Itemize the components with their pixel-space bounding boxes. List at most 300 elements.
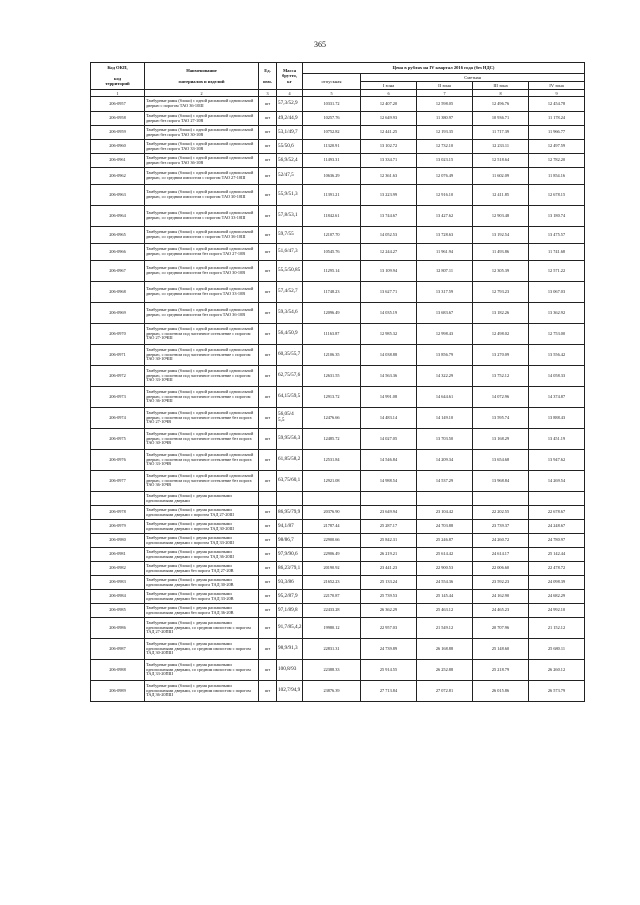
zone-3-price-cell: 25 148.60 xyxy=(473,639,529,660)
item-name-cell: Тамбурные рамы (блоки) с одной распашной однопольной дверью, со средним импостом с порогом ТАО 33-10Ш xyxy=(145,206,259,227)
zone-4-price-cell: 12 454.78 xyxy=(529,97,585,112)
zone-3-price-cell: 24 162.90 xyxy=(473,590,529,604)
table-row xyxy=(91,154,585,168)
item-name-cell: Тамбурные рамы (блоки) с двумя распашными однопольными дверьми без порога ТАД 27-20В xyxy=(145,562,259,576)
zone-3-price-cell: 22 202.55 xyxy=(473,506,529,520)
okp-code-cell: 206-0966 xyxy=(91,244,145,261)
item-name-cell: Тамбурные рамы (блоки) с двумя распашными однопольными дверьми, со средним импостом с порогом ТАД 36-20ПШ xyxy=(145,681,259,702)
supply-price-cell: 12913.72 xyxy=(303,387,361,408)
price-table xyxy=(90,62,585,702)
zone-3-price-cell: 23 592.23 xyxy=(473,576,529,590)
zone-3-price-cell: 11 717.39 xyxy=(473,126,529,140)
item-name-cell: Тамбурные рамы (блоки) с одной распашной однопольной дверью, со средним импостом без порога ТАО 33-10В xyxy=(145,282,259,303)
zone-1-price-cell: 25 739.53 xyxy=(361,590,417,604)
supply-price-cell: 12106.35 xyxy=(303,345,361,366)
zone-1-price-cell: 14 035.19 xyxy=(361,303,417,324)
zone-4-price-cell: 11 178.24 xyxy=(529,112,585,126)
zone-1-price-cell: 25 133.24 xyxy=(361,576,417,590)
supply-price-cell: 22900.66 xyxy=(303,534,361,548)
mass-cell: 51,6/47,3 xyxy=(277,244,303,261)
table-row xyxy=(91,681,585,702)
zone-2-price-cell: 12 598.05 xyxy=(417,97,473,112)
unit-cell: шт xyxy=(259,282,277,303)
col-name-header: Наименование материалов и изделий xyxy=(145,63,259,90)
zone-1-price-cell: 14 563.36 xyxy=(361,366,417,387)
item-name-cell: Тамбурные рамы (блоки) с одной распашной однопольной дверью с порогом ТАО 36-10Ш xyxy=(145,97,259,112)
unit-cell: шт xyxy=(259,387,277,408)
zone-1-price-cell: 12 361.63 xyxy=(361,168,417,185)
okp-code-cell: 206-0988 xyxy=(91,660,145,681)
unit-cell: шт xyxy=(259,562,277,576)
col-zone-2-header: II зона xyxy=(417,82,473,90)
table-row xyxy=(91,429,585,450)
col-zone-3-header: III зона xyxy=(473,82,529,90)
unit-cell: шт xyxy=(259,471,277,492)
mass-cell: 91,7/85,4,2 xyxy=(277,618,303,639)
item-name-cell: Тамбурные рамы (блоки) с двумя распашными однопольными дверьми с порогом ТАД 30-20Ш xyxy=(145,520,259,534)
supply-price-cell: 11391.21 xyxy=(303,185,361,206)
supply-price-cell: 22831.31 xyxy=(303,639,361,660)
mass-cell: 59,3/54,6 xyxy=(277,303,303,324)
okp-code-cell: 206-0959 xyxy=(91,126,145,140)
item-name-cell: Тамбурные рамы (блоки) с двумя распашными однопольными дверьми без порога ТАД 30-20В xyxy=(145,576,259,590)
okp-code-cell: 206-0987 xyxy=(91,639,145,660)
zone-1-price-cell: 13 334.71 xyxy=(361,154,417,168)
zone-2-price-cell: 25 463.12 xyxy=(417,604,473,618)
col-supply-header: отпускная xyxy=(303,74,361,90)
supply-price-cell: 11320.91 xyxy=(303,140,361,154)
zone-4-price-cell: 26 260.12 xyxy=(529,660,585,681)
col-unit-header: Ед. изм. xyxy=(259,63,277,90)
zone-4-price-cell: 11 966.77 xyxy=(529,126,585,140)
unit-cell: шт xyxy=(259,590,277,604)
supply-price-cell: 23876.39 xyxy=(303,681,361,702)
supply-price-cell: 12485.72 xyxy=(303,429,361,450)
zone-3-price-cell: 26 015.86 xyxy=(473,681,529,702)
okp-code-cell: 206-0958 xyxy=(91,112,145,126)
unit-cell: шт xyxy=(259,97,277,112)
item-name-cell: Тамбурные рамы (блоки) с одной распашной однопольной дверью, со средним импостом с порогом ТАО 27-10Ш xyxy=(145,168,259,185)
zone-2-price-cell: 23 104.42 xyxy=(417,506,473,520)
zone-3-price-cell: 13 192.54 xyxy=(473,227,529,244)
table-row xyxy=(91,168,585,185)
zone-4-price-cell: 21 152.12 xyxy=(529,618,585,639)
okp-code-cell: 206-0979 xyxy=(91,520,145,534)
table-row xyxy=(91,140,585,154)
zone-1-price-cell: 25 842.31 xyxy=(361,534,417,548)
zone-3-price-cell: 24 260.72 xyxy=(473,534,529,548)
zone-2-price-cell: 12 916.10 xyxy=(417,185,473,206)
zone-3-price-cell: 25 218.79 xyxy=(473,660,529,681)
zone-4-price-cell: 13 475.57 xyxy=(529,227,585,244)
table-row xyxy=(91,576,585,590)
zone-2-price-cell: 12 193.35 xyxy=(417,126,473,140)
table-row xyxy=(91,324,585,345)
col-number: 8 xyxy=(473,90,529,97)
section-title: Тамбурные рамы (блоки) с двумя распашными однопольными дверьми xyxy=(145,492,259,506)
item-name-cell: Тамбурные рамы (блоки) с одной распашной однопольной дверью, с полотном под частичное остекление с порогом ТАО 36-10ЧШ xyxy=(145,387,259,408)
col-number: 4 xyxy=(277,90,303,97)
zone-2-price-cell: 13 023.15 xyxy=(417,154,473,168)
mass-cell: 49,2/44,9 xyxy=(277,112,303,126)
empty-cell xyxy=(277,492,303,506)
unit-cell: шт xyxy=(259,450,277,471)
zone-2-price-cell: 13 683.67 xyxy=(417,303,473,324)
table-row xyxy=(91,112,585,126)
okp-code-cell: 206-0982 xyxy=(91,562,145,576)
mass-cell: 97,9/90,6 xyxy=(277,548,303,562)
supply-price-cell: 10636.29 xyxy=(303,168,361,185)
zone-1-price-cell: 14 991.08 xyxy=(361,387,417,408)
table-row xyxy=(91,206,585,227)
zone-2-price-cell: 24 554.36 xyxy=(417,576,473,590)
table-row xyxy=(91,639,585,660)
zone-1-price-cell: 27 713.84 xyxy=(361,681,417,702)
zone-4-price-cell: 24 682.29 xyxy=(529,590,585,604)
zone-3-price-cell: 14 072.96 xyxy=(473,387,529,408)
zone-2-price-cell: 12 998.43 xyxy=(417,324,473,345)
unit-cell: шт xyxy=(259,324,277,345)
zone-4-price-cell: 14 269.54 xyxy=(529,471,585,492)
zone-2-price-cell: 14 149.10 xyxy=(417,408,473,429)
zone-4-price-cell: 12 571.22 xyxy=(529,261,585,282)
zone-2-price-cell: 12 076.49 xyxy=(417,168,473,185)
mass-cell: 93,3/86 xyxy=(277,576,303,590)
supply-price-cell: 11493.31 xyxy=(303,154,361,168)
zone-3-price-cell: 24 465.23 xyxy=(473,604,529,618)
col-number: 2 xyxy=(145,90,259,97)
unit-cell: шт xyxy=(259,168,277,185)
mass-cell: 55/50,6 xyxy=(277,140,303,154)
unit-cell: шт xyxy=(259,303,277,324)
supply-price-cell: 11163.87 xyxy=(303,324,361,345)
zone-3-price-cell: 12 793.23 xyxy=(473,282,529,303)
okp-code-cell: 206-0976 xyxy=(91,450,145,471)
zone-1-price-cell: 13 109.94 xyxy=(361,261,417,282)
item-name-cell: Тамбурные рамы (блоки) с одной распашной однопольной дверью без порога ТАО 33-10В xyxy=(145,140,259,154)
mass-cell: 55,9/51,3 xyxy=(277,185,303,206)
zone-3-price-cell: 12 233.11 xyxy=(473,140,529,154)
table-row xyxy=(91,604,585,618)
okp-code-cell: 206-0989 xyxy=(91,681,145,702)
table-row xyxy=(91,618,585,639)
zone-4-price-cell: 14 374.87 xyxy=(529,387,585,408)
unit-cell: шт xyxy=(259,112,277,126)
zone-1-price-cell: 14 988.54 xyxy=(361,471,417,492)
item-name-cell: Тамбурные рамы (блоки) с одной распашной однопольной дверью, со средним импостом без порога ТАО 36-10В xyxy=(145,303,259,324)
mass-cell: 86,95/79,9 xyxy=(277,506,303,520)
section-code-cell xyxy=(91,492,145,506)
zone-1-price-cell: 14 038.88 xyxy=(361,345,417,366)
item-name-cell: Тамбурные рамы (блоки) с двумя распашными однопольными дверьми, со средним импостом с порогом ТАД 27-20ПШ xyxy=(145,618,259,639)
col-zone-1-header: I зона xyxy=(361,82,417,90)
zone-2-price-cell: 13 317.59 xyxy=(417,282,473,303)
zone-2-price-cell: 26 168.88 xyxy=(417,639,473,660)
zone-3-price-cell: 12 305.39 xyxy=(473,261,529,282)
mass-cell: 56,9/52,4 xyxy=(277,154,303,168)
zone-4-price-cell: 24 780.97 xyxy=(529,534,585,548)
okp-code-cell: 206-0973 xyxy=(91,387,145,408)
unit-cell: шт xyxy=(259,126,277,140)
unit-cell: шт xyxy=(259,140,277,154)
col-number: 3 xyxy=(259,90,277,97)
table-row xyxy=(91,282,585,303)
supply-price-cell: 12476.66 xyxy=(303,408,361,429)
zone-2-price-cell: 13 427.62 xyxy=(417,206,473,227)
table-row xyxy=(91,660,585,681)
mass-cell: 56,4/50,9 xyxy=(277,324,303,345)
mass-cell: 61,85/58,2 xyxy=(277,450,303,471)
zone-4-price-cell: 13 556.42 xyxy=(529,345,585,366)
mass-cell: 98/86,7 xyxy=(277,534,303,548)
mass-cell: 57,3/52,9 xyxy=(277,97,303,112)
item-name-cell: Тамбурные рамы (блоки) с двумя распашными однопольными дверьми с порогом ТАД 27-20Ш xyxy=(145,506,259,520)
okp-code-cell: 206-0985 xyxy=(91,604,145,618)
price-group-header: Цена в рублях на IV квартал 2016 года (без НДС) xyxy=(303,63,585,74)
mass-cell: 98,9/91,3 xyxy=(277,639,303,660)
unit-cell: шт xyxy=(259,576,277,590)
unit-cell: шт xyxy=(259,366,277,387)
zone-1-price-cell: 14 027.05 xyxy=(361,429,417,450)
zone-4-price-cell: 22 678.67 xyxy=(529,506,585,520)
supply-price-cell: 12531.84 xyxy=(303,450,361,471)
item-name-cell: Тамбурные рамы (блоки) с двумя распашными однопольными дверьми с порогом ТАД 36-20Ш xyxy=(145,548,259,562)
unit-cell: шт xyxy=(259,534,277,548)
mass-cell: 55,5/50,85 xyxy=(277,261,303,282)
unit-cell: шт xyxy=(259,660,277,681)
zone-4-price-cell: 24 248.67 xyxy=(529,520,585,534)
table-row xyxy=(91,126,585,140)
zone-3-price-cell: 12 903.48 xyxy=(473,206,529,227)
col-number: 9 xyxy=(529,90,585,97)
supply-price-cell: 12107.70 xyxy=(303,227,361,244)
table-row xyxy=(91,387,585,408)
zone-1-price-cell: 14 052.53 xyxy=(361,227,417,244)
zone-1-price-cell: 14 546.84 xyxy=(361,450,417,471)
mass-cell: 60,35/55,7 xyxy=(277,345,303,366)
item-name-cell: Тамбурные рамы (блоки) с одной распашной однопольной дверью, с полотном под частичное остекление без порога ТАО 36-10ЧВ xyxy=(145,471,259,492)
zone-1-price-cell: 25 914.55 xyxy=(361,660,417,681)
zone-2-price-cell: 25 614.42 xyxy=(417,548,473,562)
mass-cell: 95,2/87,9 xyxy=(277,590,303,604)
empty-cell xyxy=(529,492,585,506)
unit-cell: шт xyxy=(259,604,277,618)
item-name-cell: Тамбурные рамы (блоки) с одной распашной однопольной дверью, с полотном под частичное остекление без порога ТАО 27-10ЧВ xyxy=(145,408,259,429)
zone-1-price-cell: 23 441.23 xyxy=(361,562,417,576)
zone-3-price-cell: 11 602.09 xyxy=(473,168,529,185)
supply-price-cell: 10331.72 xyxy=(303,97,361,112)
zone-1-price-cell: 12 407.20 xyxy=(361,97,417,112)
okp-code-cell: 206-0980 xyxy=(91,534,145,548)
supply-price-cell: 10752.82 xyxy=(303,126,361,140)
zone-3-price-cell: 13 182.26 xyxy=(473,303,529,324)
supply-price-cell: 12921.08 xyxy=(303,471,361,492)
okp-code-cell: 206-0968 xyxy=(91,282,145,303)
zone-4-price-cell: 14 058.33 xyxy=(529,366,585,387)
zone-4-price-cell: 12 678.15 xyxy=(529,185,585,206)
zone-3-price-cell: 23 739.37 xyxy=(473,520,529,534)
zone-2-price-cell: 14 209.34 xyxy=(417,450,473,471)
zone-3-price-cell: 11 493.86 xyxy=(473,244,529,261)
okp-code-cell: 206-0986 xyxy=(91,618,145,639)
col-number: 5 xyxy=(303,90,361,97)
supply-price-cell: 21787.44 xyxy=(303,520,361,534)
zone-2-price-cell: 14 537.29 xyxy=(417,471,473,492)
mass-cell: 100,8/93 xyxy=(277,660,303,681)
zone-3-price-cell: 12 498.02 xyxy=(473,324,529,345)
mass-cell: 102,7/94,9 xyxy=(277,681,303,702)
item-name-cell: Тамбурные рамы (блоки) с одной распашной однопольной дверью, с полотном под частичное остекление без порога ТАО 33-10ЧВ xyxy=(145,450,259,471)
item-name-cell: Тамбурные рамы (блоки) с одной распашной однопольной дверью, со средним импостом без порога ТАО 30-10В xyxy=(145,261,259,282)
zone-1-price-cell: 26 219.21 xyxy=(361,548,417,562)
zone-2-price-cell: 12 807.11 xyxy=(417,261,473,282)
zone-2-price-cell: 13 703.50 xyxy=(417,429,473,450)
zone-1-price-cell: 14 483.14 xyxy=(361,408,417,429)
table-row xyxy=(91,562,585,576)
item-name-cell: Тамбурные рамы (блоки) с двумя распашными однопольными дверьми без порога ТАД 36-20В xyxy=(145,604,259,618)
supply-price-cell: 11295.14 xyxy=(303,261,361,282)
zone-3-price-cell: 22 006.60 xyxy=(473,562,529,576)
empty-cell xyxy=(303,492,361,506)
supply-price-cell: 21652.23 xyxy=(303,576,361,590)
zone-1-price-cell: 23 649.94 xyxy=(361,506,417,520)
supply-price-cell: 12631.55 xyxy=(303,366,361,387)
zone-2-price-cell: 26 252.88 xyxy=(417,660,473,681)
mass-cell: 56,05/4 5,5 xyxy=(277,408,303,429)
zone-1-price-cell: 12 244.27 xyxy=(361,244,417,261)
item-name-cell: Тамбурные рамы (блоки) с двумя распашными однопольными дверьми, со средним импостом с порогом ТАД 33-20ПШ xyxy=(145,660,259,681)
item-name-cell: Тамбурные рамы (блоки) с двумя распашными однопольными дверьми, со средним импостом с порогом ТАД 30-20ПШ xyxy=(145,639,259,660)
okp-code-cell: 206-0984 xyxy=(91,590,145,604)
supply-price-cell: 20376.90 xyxy=(303,506,361,520)
unit-cell: шт xyxy=(259,408,277,429)
item-name-cell: Тамбурные рамы (блоки) с одной распашной однопольной дверью, со средним импостом без порога ТАО 27-10В xyxy=(145,244,259,261)
table-row xyxy=(91,261,585,282)
okp-code-cell: 206-0977 xyxy=(91,471,145,492)
table-row xyxy=(91,520,585,534)
zone-2-price-cell: 12 732.10 xyxy=(417,140,473,154)
col-number: 7 xyxy=(417,90,473,97)
item-name-cell: Тамбурные рамы (блоки) с двумя распашными однопольными дверьми без порога ТАД 33-20В xyxy=(145,590,259,604)
zone-2-price-cell: 25 246.87 xyxy=(417,534,473,548)
supply-price-cell: 22170.87 xyxy=(303,590,361,604)
col-number: 6 xyxy=(361,90,417,97)
supply-price-cell: 19980.12 xyxy=(303,618,361,639)
empty-cell xyxy=(259,492,277,506)
zone-3-price-cell: 13 752.12 xyxy=(473,366,529,387)
okp-code-cell: 206-0967 xyxy=(91,261,145,282)
unit-cell: шт xyxy=(259,639,277,660)
item-name-cell: Тамбурные рамы (блоки) с одной распашной однопольной дверью, с полотном под частичное остекление с порогом ТАО 30-10ЧШ xyxy=(145,345,259,366)
table-row xyxy=(91,345,585,366)
mass-cell: 53,1/49,7 xyxy=(277,126,303,140)
supply-price-cell: 20190.92 xyxy=(303,562,361,576)
item-name-cell: Тамбурные рамы (блоки) с двумя распашными однопольными дверьми с порогом ТАД 33-20Ш xyxy=(145,534,259,548)
mass-cell: 62,75/57,6 xyxy=(277,366,303,387)
mass-cell: 63,75/60,1 xyxy=(277,471,303,492)
zone-1-price-cell: 12 441.25 xyxy=(361,126,417,140)
unit-cell: шт xyxy=(259,206,277,227)
zone-3-price-cell: 13 595.74 xyxy=(473,408,529,429)
okp-code-cell: 206-0970 xyxy=(91,324,145,345)
table-row xyxy=(91,303,585,324)
okp-code-cell: 206-0965 xyxy=(91,227,145,244)
okp-code-cell: 206-0975 xyxy=(91,429,145,450)
zone-4-price-cell: 25 680.11 xyxy=(529,639,585,660)
empty-cell xyxy=(473,492,529,506)
mass-cell: 97,1/89,8 xyxy=(277,604,303,618)
zone-3-price-cell: 13 654.68 xyxy=(473,450,529,471)
table-row xyxy=(91,244,585,261)
table-row xyxy=(91,450,585,471)
zone-1-price-cell: 24 739.89 xyxy=(361,639,417,660)
table-row xyxy=(91,548,585,562)
supply-price-cell: 12096.49 xyxy=(303,303,361,324)
table-row xyxy=(91,185,585,206)
zone-2-price-cell: 11 961.94 xyxy=(417,244,473,261)
page-number: 365 xyxy=(314,40,326,49)
mass-cell: 59,95/56,3 xyxy=(277,429,303,450)
column-numbers-row xyxy=(91,90,585,97)
zone-4-price-cell: 25 142.44 xyxy=(529,548,585,562)
okp-code-cell: 206-0957 xyxy=(91,97,145,112)
okp-code-cell: 206-0983 xyxy=(91,576,145,590)
item-name-cell: Тамбурные рамы (блоки) с одной распашной однопольной дверью, с полотном под частичное остекление с порогом ТАО 27-10ЧШ xyxy=(145,324,259,345)
table-row xyxy=(91,227,585,244)
unit-cell: шт xyxy=(259,506,277,520)
mass-cell: 59,7/55 xyxy=(277,227,303,244)
item-name-cell: Тамбурные рамы (блоки) с одной распашной однопольной дверью, с полотном под частичное остекление с порогом ТАО 33-10ЧШ xyxy=(145,366,259,387)
col-number: 1 xyxy=(91,90,145,97)
zone-3-price-cell: 12 496.76 xyxy=(473,97,529,112)
zone-4-price-cell: 24 992.10 xyxy=(529,604,585,618)
item-name-cell: Тамбурные рамы (блоки) с одной распашной однопольной дверью, с полотном под частичное остекление без порога ТАО 30-10ЧВ xyxy=(145,429,259,450)
item-name-cell: Тамбурные рамы (блоки) с одной распашной однопольной дверью, со средним импостом с порогом ТАО 36-10Ш xyxy=(145,227,259,244)
table-row xyxy=(91,408,585,429)
mass-cell: 64,15/59,5 xyxy=(277,387,303,408)
zone-1-price-cell: 13 223.99 xyxy=(361,185,417,206)
table-row xyxy=(91,366,585,387)
col-zone-4-header: IV зона xyxy=(529,82,585,90)
zone-1-price-cell: 12 985.32 xyxy=(361,324,417,345)
supply-price-cell: 22388.33 xyxy=(303,660,361,681)
zone-4-price-cell: 13 362.92 xyxy=(529,303,585,324)
unit-cell: шт xyxy=(259,520,277,534)
table-row xyxy=(91,534,585,548)
okp-code-cell: 206-0962 xyxy=(91,168,145,185)
unit-cell: шт xyxy=(259,429,277,450)
supply-price-cell: 10257.76 xyxy=(303,112,361,126)
zone-2-price-cell: 13 856.79 xyxy=(417,345,473,366)
zone-4-price-cell: 13 947.62 xyxy=(529,450,585,471)
supply-price-cell: 10545.76 xyxy=(303,244,361,261)
zone-3-price-cell: 10 936.71 xyxy=(473,112,529,126)
unit-cell: шт xyxy=(259,345,277,366)
zone-3-price-cell: 20 707.96 xyxy=(473,618,529,639)
zone-3-price-cell: 13 270.09 xyxy=(473,345,529,366)
col-okp-header: Код ОКП, код территорий xyxy=(91,63,145,90)
okp-code-cell: 206-0978 xyxy=(91,506,145,520)
supply-price-cell: 22906.49 xyxy=(303,548,361,562)
zone-4-price-cell: 12 497.59 xyxy=(529,140,585,154)
zone-4-price-cell: 24 098.39 xyxy=(529,576,585,590)
zone-2-price-cell: 25 145.44 xyxy=(417,590,473,604)
mass-cell: 57,4/52,7 xyxy=(277,282,303,303)
zone-2-price-cell: 21 549.12 xyxy=(417,618,473,639)
zone-4-price-cell: 13 067.03 xyxy=(529,282,585,303)
zone-2-price-cell: 24 703.88 xyxy=(417,520,473,534)
unit-cell: шт xyxy=(259,227,277,244)
